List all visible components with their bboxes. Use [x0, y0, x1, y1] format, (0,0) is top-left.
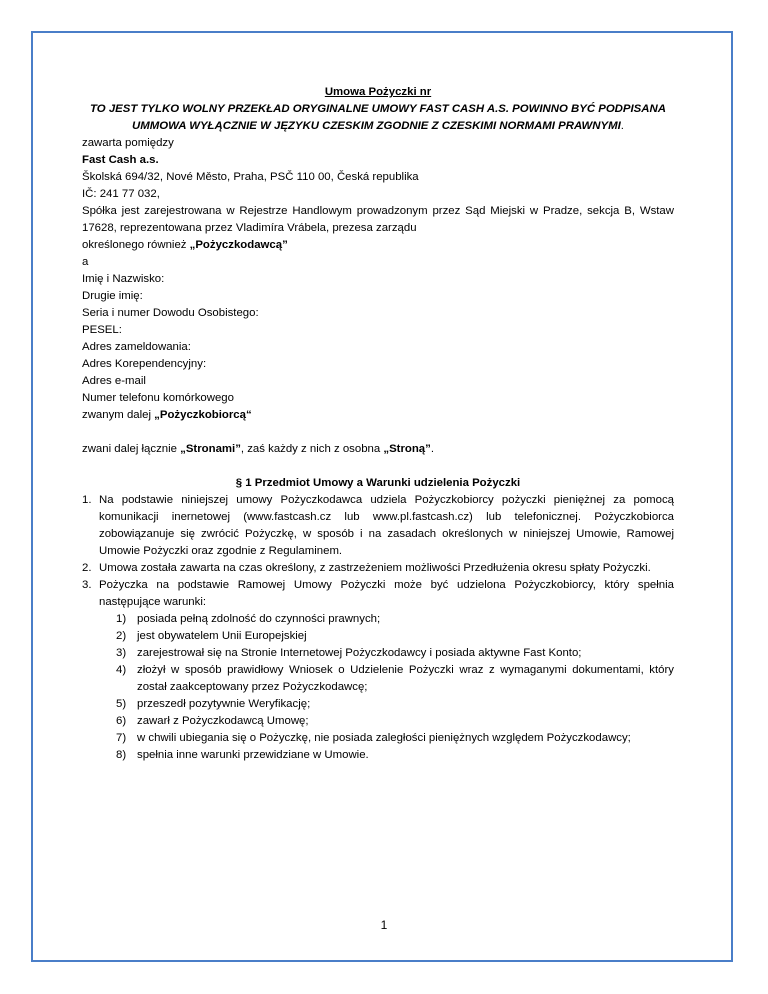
condition-number: 6): [116, 715, 127, 727]
item-number: 1.: [82, 494, 92, 506]
condition-number: 4): [116, 664, 127, 676]
condition-text: spełnia inne warunki przewidziane w Umowie.: [137, 749, 369, 761]
borrower-field-phone: Numer telefonu komórkowego: [82, 392, 234, 404]
condition-number: 7): [116, 732, 127, 744]
section-1-heading: § 1 Przedmiot Umowy a Warunki udzielenia Pożyczki: [235, 477, 521, 489]
document-title: Umowa Pożyczki nr: [324, 86, 432, 98]
parties-middle: , zaś każdy z nich z osobna: [240, 443, 384, 455]
borrower-referred: [82, 407, 674, 424]
lender-ic: IČ: 241 77 032,: [82, 188, 160, 200]
document-body: [82, 84, 674, 764]
condition-text: przeszedł pozytywnie Weryfikację;: [137, 698, 311, 710]
borrower-field-correspondence-address: Adres Korependencyjny:: [82, 358, 207, 370]
borrower-referred-term: „Pożyczkobiorcą“: [154, 409, 252, 421]
lender-name: Fast Cash a.s.: [82, 154, 159, 166]
condition-text: jest obywatelem Unii Europejskiej: [137, 630, 307, 642]
parties-term-2: „Stroną”: [383, 443, 431, 455]
lender-registration: Spółka jest zarejestrowana w Rejestrze Handlowym prowadzonym przez Sąd Miejski w Pradze, sekcja B, Wstaw 17628, reprezentowana przez Vladimíra Vrábela, prezesa zarządu: [82, 205, 674, 234]
borrower-field-email: Adres e-mail: [82, 375, 146, 387]
item-number: 2.: [82, 562, 92, 574]
condition-number: 1): [116, 613, 127, 625]
condition-number: 2): [116, 630, 127, 642]
section-1-item-1: [82, 492, 674, 560]
condition-number: 3): [116, 647, 127, 659]
item-text: Na podstawie niniejszej umowy Pożyczkodawca udziela Pożyczkobiorcy pożyczki pieniężnej za pomocą komunikacji inernetowej (www.fastcash.cz lub www.pl.fastcash.cz) lub telefonicznej. Pożyczkobiorca zobowiązanuje się zwrócić Pożyczkę, w sposób i na zasadach określonych w niniejszej Umowie, Ramowej Umowie Pożyczki oraz zgodnie z Regulaminem.: [99, 494, 674, 557]
borrower-referred-prefix: zwanym dalej: [82, 409, 155, 421]
section-1-list: [82, 492, 674, 764]
condition-item: [116, 628, 674, 645]
lender-referred-prefix: określonego również: [82, 239, 190, 251]
condition-item: [116, 747, 674, 764]
condition-item: [116, 645, 674, 662]
condition-item: [116, 611, 674, 628]
section-1-item-2: [82, 560, 674, 577]
disclaimer-line-2: [82, 118, 674, 135]
condition-item: [116, 662, 674, 696]
parties-term-1: „Stronami”: [180, 443, 241, 455]
disclaimer-period: .: [620, 120, 624, 132]
condition-number: 5): [116, 698, 127, 710]
condition-text: zawarł z Pożyczkodawcą Umowę;: [137, 715, 309, 727]
condition-text: złożył w sposób prawidłowy Wniosek o Udzielenie Pożyczki wraz z wymaganymi dokumentami, który został zaakceptowany przez Pożyczkodawcę;: [137, 664, 674, 693]
lender-referred: [82, 237, 674, 254]
conditions-list: [99, 611, 674, 764]
disclaimer-line-2-text: UMMOWA WYŁĄCZNIE W JĘZYKU CZESKIM ZGODNIE Z CZESKIMI NORMAMI PRAWNYMI: [132, 120, 621, 132]
disclaimer-line-1: TO JEST TYLKO WOLNY PRZEKŁAD ORYGINALNE UMOWY FAST CASH A.S. POWINNO BYĆ PODPISANA: [90, 103, 666, 115]
condition-number: 8): [116, 749, 127, 761]
condition-item: [116, 730, 674, 747]
item-text: Pożyczka na podstawie Ramowej Umowy Pożyczki może być udzielona Pożyczkobiorcy, który spełnia następujące warunki:: [99, 579, 674, 608]
concluded-between: zawarta pomiędzy: [82, 137, 174, 149]
borrower-field-registered-address: Adres zameldowania:: [82, 341, 191, 353]
page-number: 1: [380, 918, 388, 932]
borrower-field-id: Seria i numer Dowodu Osobistego:: [82, 307, 259, 319]
spacer: [82, 458, 674, 475]
borrower-field-name: Imię i Nazwisko:: [82, 273, 165, 285]
condition-text: zarejestrował się na Stronie Internetowej Pożyczkodawcy i posiada aktywne Fast Konto;: [137, 647, 582, 659]
item-text: Umowa została zawarta na czas określony, z zastrzeżeniem możliwości Przedłużenia okresu spłaty Pożyczki.: [99, 562, 651, 574]
lender-address: Školská 694/32, Nové Město, Praha, PSČ 110 00, Česká republika: [82, 171, 419, 183]
condition-item: [116, 713, 674, 730]
lender-referred-term: „Pożyczkodawcą”: [189, 239, 288, 251]
section-1-item-3: [82, 577, 674, 764]
condition-text: w chwili ubiegania się o Pożyczkę, nie posiada zaległości pieniężnych względem Pożyczkodawcy;: [137, 732, 631, 744]
spacer: [82, 424, 674, 441]
borrower-field-second-name: Drugie imię:: [82, 290, 143, 302]
parties-suffix: .: [430, 443, 435, 455]
condition-text: posiada pełną zdolność do czynności prawnych;: [137, 613, 381, 625]
parties-definition: [82, 441, 674, 458]
and-conjunction: a: [82, 256, 89, 268]
condition-item: [116, 696, 674, 713]
parties-prefix: zwani dalej łącznie: [82, 443, 181, 455]
borrower-field-pesel: PESEL:: [82, 324, 122, 336]
item-number: 3.: [82, 579, 92, 591]
